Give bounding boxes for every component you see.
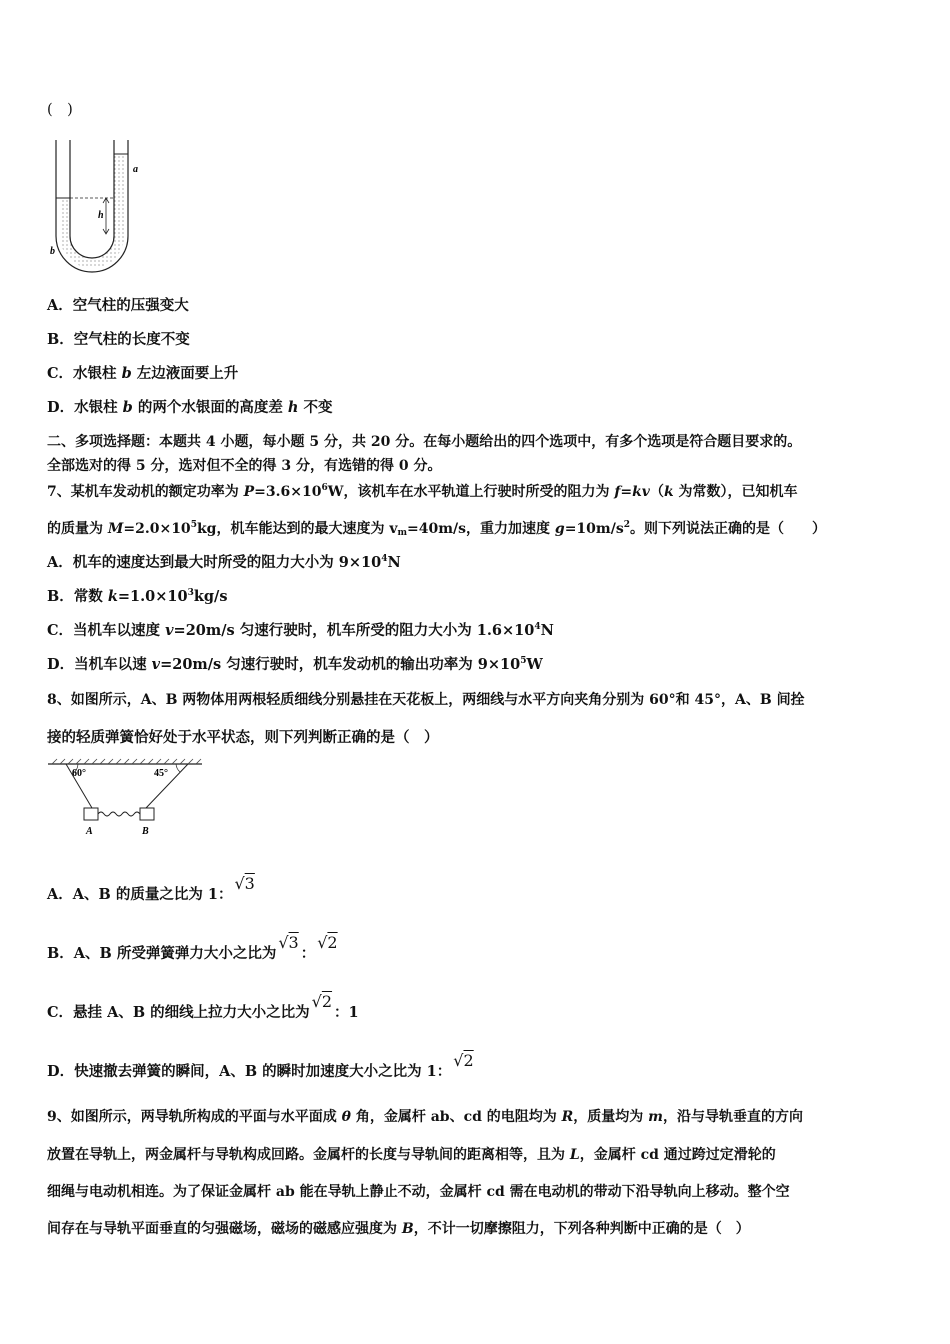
fig-label-B: B [142,826,149,837]
fig-label-A: A [86,826,93,837]
q7-stem-line1: 7、某机车发动机的额定功率为 $P=3.6\times 10^6W$，该机车在水平轨道上行驶时所受的阻力为 f=kv（k 为常数），已知机车 [47,483,798,500]
fig-angle-45: 45° [154,768,168,779]
q9-stem-line1: 9、如图所示，两导轨所构成的平面与水平面成 θ 角，金属杆 ab、cd 的电阻均为 R，质量均为 m，沿与导轨垂直的方向 [47,1109,803,1125]
q6-option-b: B．空气柱的长度不变 [47,331,190,348]
fig-label-a: a [133,164,138,175]
q7-option-d: D．当机车以速 v=20m/s 匀速行驶时，机车发动机的输出功率为 $9\times 10^5W$ [47,656,543,673]
q9-stem-line3: 细绳与电动机相连。为了保证金属杆 ab 能在导轨上静止不动，金属杆 cd 需在电动机的带动下沿导轨向上移动。整个空 [47,1184,790,1200]
q8-stem-line2: 接的轻质弹簧恰好处于水平状态，则下列判断正确的是（ ） [47,729,439,746]
q9-stem-line4: 间存在与导轨平面垂直的匀强磁场，磁场的磁感应强度为 B，不计一切摩擦阻力，下列各种判断中正确的是（ ） [47,1221,750,1237]
q8-option-a: A．A、B 的质量之比为 1：√3 [47,874,255,903]
q6-option-a: A．空气柱的压强变大 [47,297,189,314]
q6-answer-paren: ( ) [47,102,73,118]
spring-hanging-figure [46,758,206,838]
fig-label-h: h [98,210,104,221]
q8-option-c: C．悬挂 A、B 的细线上拉力大小之比为√2：1 [47,992,359,1021]
u-tube-figure [46,136,146,276]
q7-stem-line2: 的质量为 $M=2.0\times 10^5kg$，机车能达到的最大速度为 $v_m=40m/s$，重力加速度 $g=10m/s^2$。则下列说法正确的是（ ） [47,520,826,538]
fig-label-b: b [50,246,55,257]
q9-stem-line2: 放置在导轨上，两金属杆与导轨构成回路。金属杆的长度与导轨间的距离相等，且为 L，金属杆 cd 通过跨过定滑轮的 [47,1147,776,1163]
q8-option-d: D．快速撤去弹簧的瞬间，A、B 的瞬时加速度大小之比为 1：√2 [47,1051,474,1080]
q7-option-a: A．机车的速度达到最大时所受的阻力大小为 $9\times 10^4N$ [47,554,401,571]
q7-option-c: C．当机车以速度 v=20m/s 匀速行驶时，机车所受的阻力大小为 $1.6\times 10^4N$ [47,622,554,639]
q7-option-b: B．常数 $k=1.0\times 10^3kg/s$ [47,588,228,605]
q8-stem-line1: 8、如图所示，A、B 两物体用两根轻质细线分别悬挂在天花板上，两细线与水平方向夹角分别为 60°和 45°，A、B 间拴 [47,692,805,708]
section2-heading: 二、多项选择题：本题共 4 小题，每小题 5 分，共 20 分。在每小题给出的四个选项中，有多个选项是符合题目要求的。 [47,434,802,450]
q6-option-d: D．水银柱 b 的两个水银面的高度差 h 不变 [47,399,333,416]
q6-option-c: C．水银柱 b 左边液面要上升 [47,365,239,382]
fig-angle-60: 60° [72,768,86,779]
section2-scoring: 全部选对的得 5 分，选对但不全的得 3 分，有选错的得 0 分。 [47,458,442,474]
q8-option-b: B．A、B 所受弹簧弹力大小之比为√3：√2 [47,933,338,962]
